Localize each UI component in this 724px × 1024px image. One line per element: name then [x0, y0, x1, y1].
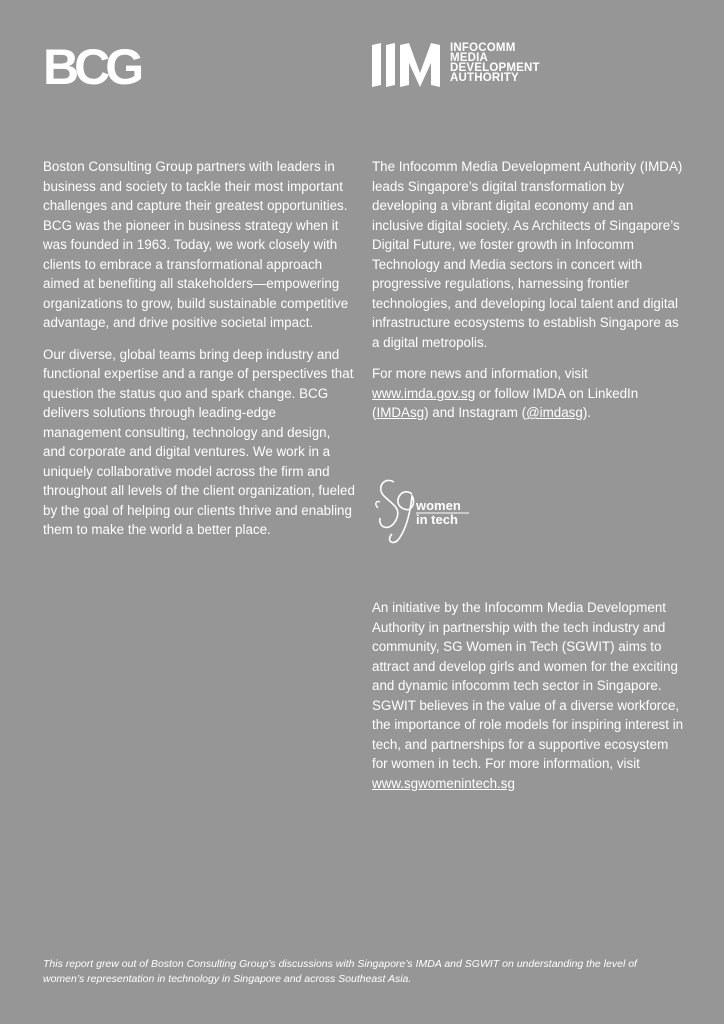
imda-mark-icon [372, 43, 442, 87]
sgwit-logo-line: in tech [416, 512, 458, 527]
imda-wordmark-line: AUTHORITY [450, 72, 519, 84]
imda-website-link[interactable]: www.imda.gov.sg [372, 385, 476, 401]
bcg-logo-text: BCG [43, 43, 140, 89]
bcg-about-paragraph: Our diverse, global teams bring deep industry and functional expertise and a range of perspectives that question the status quo and spark change. BCG delivers solutions through leading-edge management consulting, technology and design, and corporate and digital ventures. We work in a uniquely collaborative model across the firm and throughout all levels of the client organization, fueled by the goal of helping our clients thrive and enabling them to make the world a better place. [43, 346, 355, 537]
sgwit-logo [372, 474, 472, 546]
imda-wordmark-line: DEVELOPMENT [450, 62, 540, 74]
sgwit-about-paragraph: An initiative by the Infocomm Media Development Authority in partnership with the tech industry and community, SG Women in Tech (SGWIT) aims to attract and develop girls and women for the exciting and dynamic infocomm tech sector in Singapore. SGWIT believes in the value of a diverse workforce, the importance of role models for inspiring interest in tech, and partnerships for a supportive ecosystem for women in tech. For more information, visit [372, 600, 684, 771]
report-footnote: This report grew out of Boston Consulting Group’s discussions with Singapore’s IMDA and SGWIT on understanding the level of women’s representation in technology in Singapore and across Southeast Asia. [43, 958, 637, 985]
imda-contact-paragraph [372, 364, 684, 423]
imda-wordmark-line: MEDIA [450, 52, 489, 64]
imda-instagram-link[interactable]: @imdasg [526, 405, 583, 420]
imda-contact-prefix: For more news and information, visit [372, 366, 588, 381]
imda-contact-text: ). [582, 405, 592, 420]
imda-linkedin-link[interactable]: IMDAsg [376, 405, 425, 420]
bcg-logo [43, 43, 155, 89]
sgwit-about [372, 598, 684, 793]
imda-about-column [372, 157, 684, 435]
bcg-about-column [43, 157, 355, 552]
sgwit-website-link[interactable]: www.sgwomenintech.sg [372, 775, 515, 791]
imda-contact-text: ) and Instagram ( [424, 405, 527, 420]
imda-logo [372, 43, 540, 87]
imda-about-paragraph: The Infocomm Media Development Authority (IMDA) leads Singapore’s digital transformation by developing a vibrant digital economy and an inclusive digital society. As Architects of Singapore’s Digital Future, we foster growth in Infocomm Technology and Media sectors in concert with progressive regulations, harnessing frontier technologies, and developing local talent and digital infrastructure ecosystems to establish Singapore as a digital metropolis. [372, 159, 683, 350]
imda-wordmark [450, 43, 540, 83]
bcg-about-paragraph: Boston Consulting Group partners with leaders in business and society to tackle their most important challenges and capture their greatest opportunities. BCG was the pioneer in business strategy when it was founded in 1963. Today, we work closely with clients to embrace a transformational approach aimed at benefiting all stakeholders—empowering organizations to grow, build sustainable competitive advantage, and drive positive societal impact. [43, 159, 349, 330]
imda-contact-text: or follow IMDA on LinkedIn ( [372, 385, 639, 420]
imda-wordmark-line: INFOCOMM [450, 42, 516, 54]
sgwit-logo-line: women [416, 498, 461, 513]
